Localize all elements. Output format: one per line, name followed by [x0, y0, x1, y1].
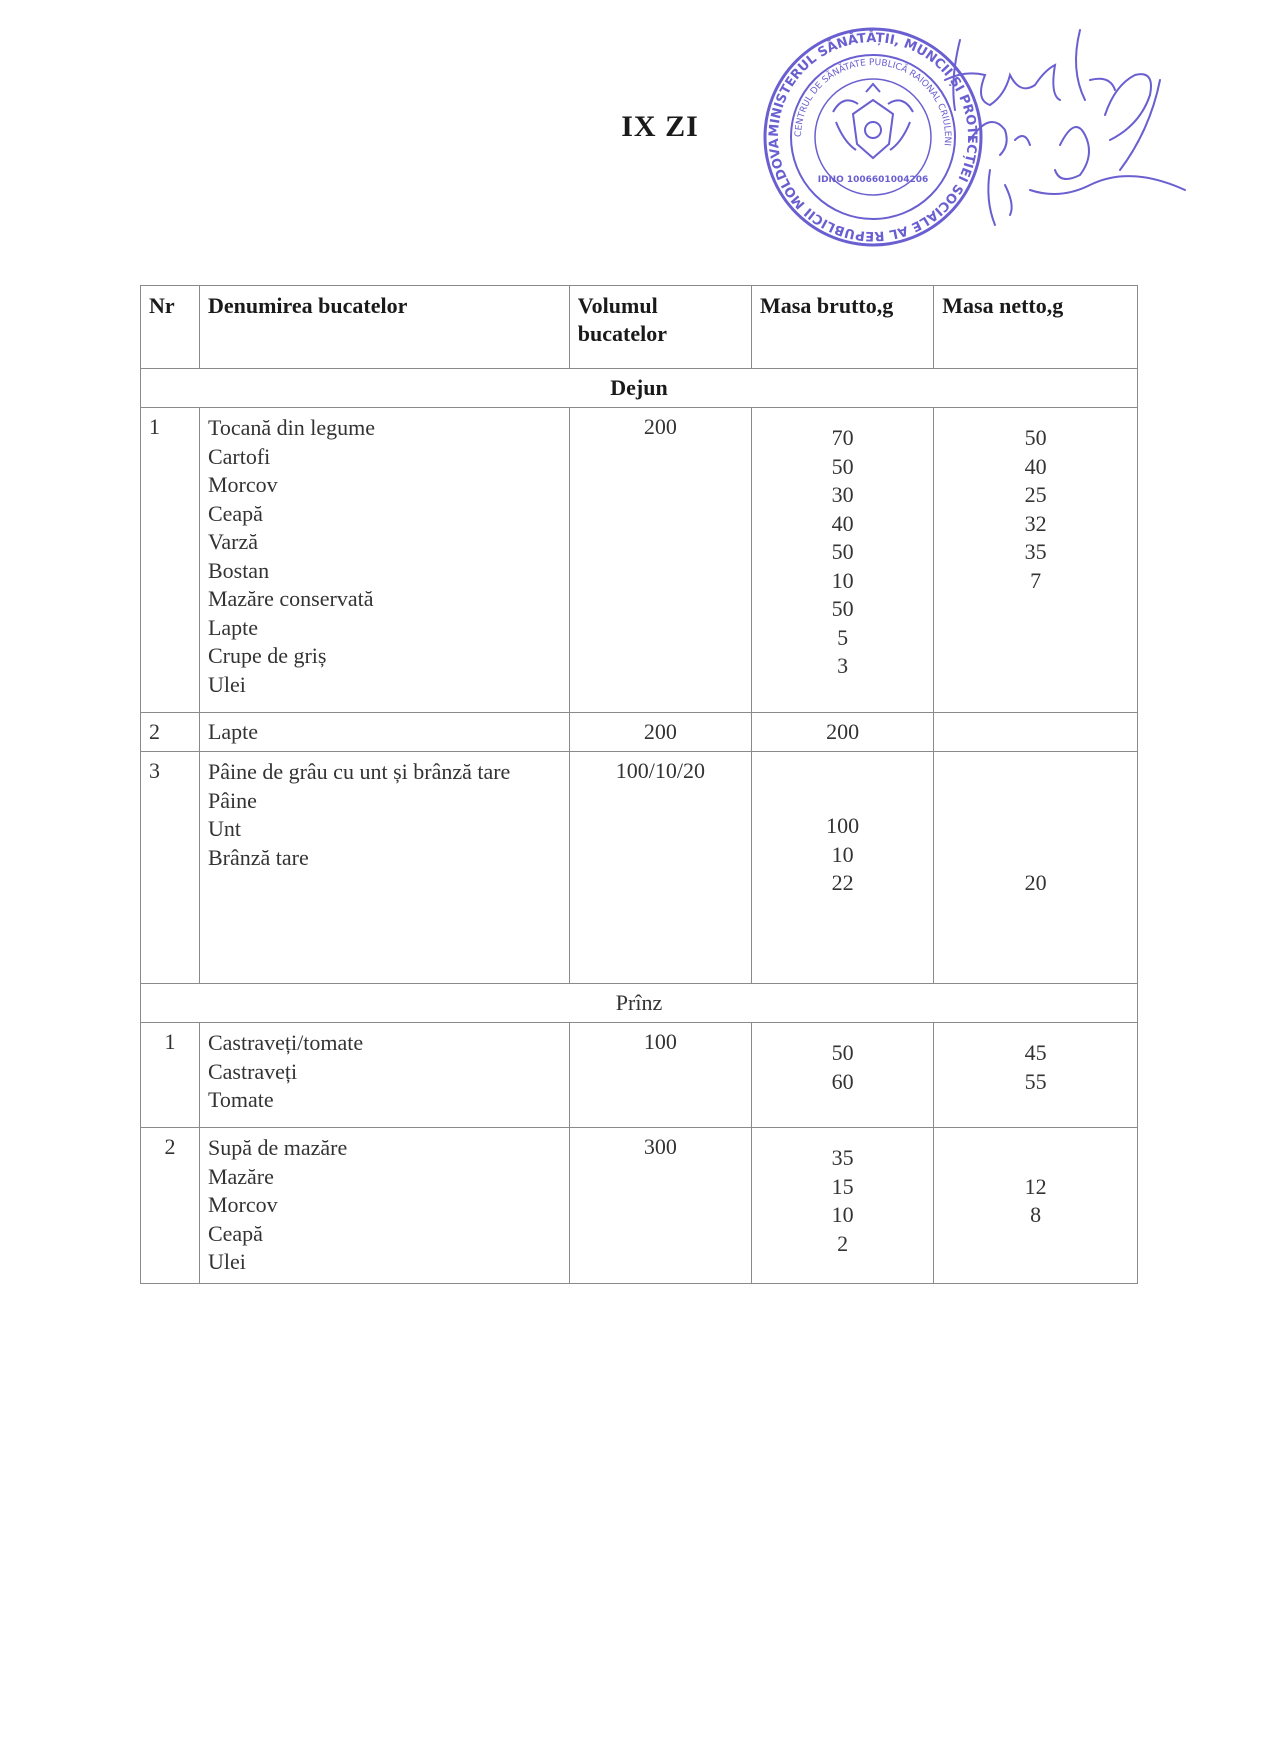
netto-value: 50 — [1024, 425, 1047, 450]
row-volume: 200 — [569, 408, 751, 713]
stamp-inner-text: CENTRUL DE SĂNĂTATE PUBLICĂ RAIONAL CRIULENI — [793, 57, 953, 147]
ingredient: Pâine — [207, 787, 257, 813]
header-name: Denumirea bucatelor — [199, 286, 569, 369]
menu-table — [140, 285, 1138, 1284]
netto-value: 35 — [1024, 539, 1047, 564]
header-row — [141, 286, 1138, 369]
brutto-value: 50 — [831, 453, 854, 479]
ingredient: Lapte — [207, 614, 259, 640]
brutto-value: 60 — [831, 1068, 854, 1094]
handwritten-signature — [930, 20, 1200, 240]
ingredient: Brânză tare — [207, 844, 309, 870]
brutto-value: 3 — [837, 653, 849, 678]
ingredient: Cartofi — [207, 443, 271, 469]
netto-value: 7 — [1030, 567, 1042, 593]
row-volume: 100 — [569, 1023, 751, 1128]
ingredient: Ulei — [207, 671, 246, 697]
row-volume: 100/10/20 — [569, 752, 751, 984]
dish-name: Castraveți/tomate — [207, 1030, 364, 1055]
row-nr: 1 — [141, 1023, 200, 1128]
row-nr: 1 — [141, 408, 200, 713]
ingredient: Varză — [207, 529, 259, 554]
row-dish — [199, 752, 569, 984]
ingredient: Ceapă — [207, 500, 263, 526]
brutto-value: 35 — [831, 1145, 854, 1170]
brutto-value: 50 — [831, 539, 854, 564]
ingredient: Castraveți — [207, 1058, 298, 1084]
netto-value: 25 — [1024, 482, 1047, 507]
ingredient: Tomate — [207, 1087, 274, 1112]
row-brutto — [752, 1023, 934, 1128]
header-nr: Nr — [141, 286, 200, 369]
brutto-value: 10 — [831, 1202, 854, 1227]
row-nr: 2 — [141, 1128, 200, 1284]
section-row-dejun — [141, 369, 1138, 408]
ingredient: Morcov — [207, 472, 278, 497]
brutto-value: 10 — [831, 841, 854, 867]
brutto-value: 100 — [826, 813, 860, 838]
table-row — [141, 713, 1138, 752]
ingredient: Mazăre conservată — [207, 586, 374, 611]
brutto-value: 50 — [831, 596, 854, 621]
brutto-value: 2 — [837, 1230, 849, 1256]
row-brutto — [752, 1128, 934, 1284]
netto-value — [942, 812, 1129, 841]
row-nr: 3 — [141, 752, 200, 984]
row-dish — [199, 408, 569, 713]
table-row — [141, 408, 1138, 713]
dish-name: Pâine de grâu cu unt și brânză tare — [207, 759, 511, 784]
ingredient: Mazăre — [207, 1163, 274, 1189]
netto-value: 55 — [1024, 1068, 1047, 1094]
row-dish — [199, 1023, 569, 1128]
svg-text:CENTRUL DE SĂNĂTATE PUBLICĂ RA — [794, 58, 952, 146]
netto-value: 12 — [1024, 1173, 1047, 1199]
page-title: IX ZI — [621, 110, 699, 143]
row-brutto — [752, 752, 934, 984]
ingredient: Ulei — [207, 1249, 246, 1274]
row-dish: Lapte — [199, 713, 569, 752]
brutto-value: 15 — [831, 1173, 854, 1199]
dish-name: Tocană din legume — [207, 415, 376, 440]
stamp-outer-text: MINISTERUL SĂNĂTĂȚII, MUNCII ȘI PROTECȚIEI SOCIALE AL REPUBLICII MOLDOVA — [766, 30, 980, 244]
header-netto: Masa netto,g — [934, 286, 1138, 369]
netto-value — [942, 841, 1129, 870]
row-brutto: 200 — [752, 713, 934, 752]
row-nr: 2 — [141, 713, 200, 752]
row-volume: 300 — [569, 1128, 751, 1284]
netto-value: 32 — [1024, 510, 1047, 536]
brutto-value: 50 — [831, 1040, 854, 1065]
netto-value — [942, 1144, 1129, 1173]
coat-of-arms-icon — [833, 84, 913, 158]
row-netto — [934, 752, 1138, 984]
table-row — [141, 1023, 1138, 1128]
ingredient: Morcov — [207, 1192, 278, 1217]
ingredient: Ceapă — [207, 1220, 263, 1246]
row-dish — [199, 1128, 569, 1284]
brutto-value: 40 — [831, 510, 854, 536]
section-title: Prînz — [141, 984, 1138, 1023]
brutto-value: 5 — [837, 624, 849, 650]
table-row — [141, 1128, 1138, 1284]
stamp-code: IDNO 1006601004206 — [817, 175, 929, 185]
netto-value: 40 — [1024, 453, 1047, 479]
brutto-value: 30 — [831, 482, 854, 507]
brutto-value: 22 — [831, 870, 854, 895]
ingredient: Crupe de griș — [207, 643, 327, 668]
netto-value: 45 — [1024, 1040, 1047, 1065]
brutto-value: 70 — [831, 425, 854, 450]
brutto-value: 10 — [831, 567, 854, 593]
section-row-prinz — [141, 984, 1138, 1023]
header-brutto: Masa brutto,g — [752, 286, 934, 369]
netto-value: 8 — [1030, 1202, 1042, 1227]
row-volume: 200 — [569, 713, 751, 752]
row-netto — [934, 1023, 1138, 1128]
ingredient: Unt — [207, 816, 241, 841]
header-volume: Volumul bucatelor — [569, 286, 751, 369]
dish-name: Supă de mazăre — [207, 1135, 348, 1160]
section-title: Dejun — [141, 369, 1138, 408]
row-brutto — [752, 408, 934, 713]
row-netto — [934, 408, 1138, 713]
ingredient: Bostan — [207, 557, 270, 583]
row-netto — [934, 713, 1138, 752]
row-netto — [934, 1128, 1138, 1284]
netto-value: 20 — [1024, 870, 1047, 895]
table-row — [141, 752, 1138, 984]
